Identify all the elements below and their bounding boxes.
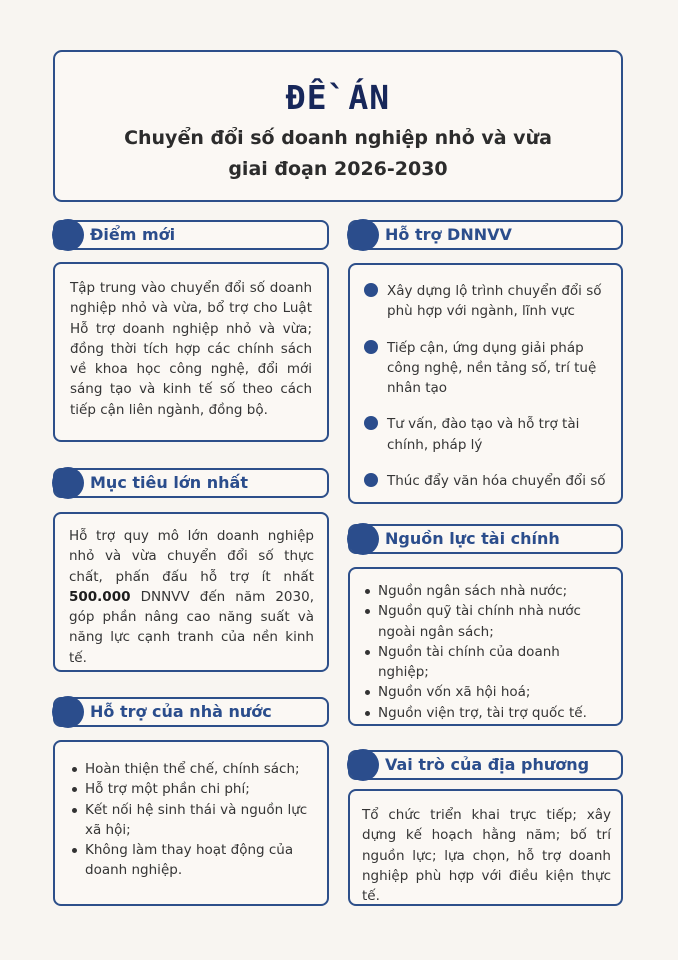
list-item-text: Thúc đẩy văn hóa chuyển đổi số	[387, 473, 606, 490]
section-heading-diem-moi	[53, 220, 329, 250]
section-body-muc-tieu	[53, 512, 329, 672]
blue-dot-icon	[364, 416, 378, 430]
bullet-list	[364, 581, 611, 723]
document-subtitle	[55, 123, 621, 185]
blue-dot-icon	[364, 283, 378, 297]
bullet-list	[71, 759, 315, 881]
section-text	[69, 526, 314, 668]
section-body-ho-tro-dnnvv	[348, 263, 623, 504]
blue-dot-icon	[364, 473, 378, 487]
list-item: Không làm thay hoạt động của doanh nghiệp.	[71, 840, 315, 881]
subtitle-line-2: giai đoạn 2026-2030	[228, 158, 448, 180]
section-body-ho-tro-nha-nuoc	[53, 740, 329, 906]
circle-bullet-icon	[347, 749, 379, 781]
list-item: Nguồn viện trợ, tài trợ quốc tế.	[364, 703, 611, 723]
list-item: Hoàn thiện thể chế, chính sách;	[71, 759, 315, 779]
circle-bullet-icon	[347, 219, 379, 251]
dot-list	[364, 281, 609, 491]
section-heading-label: Mục tiêu lớn nhất	[90, 473, 248, 492]
section-heading-label: Hỗ trợ DNNVV	[385, 225, 512, 244]
section-heading-nguon-luc	[348, 524, 623, 554]
section-text: Tập trung vào chuyển đổi số doanh nghiệp nhỏ và vừa, bổ trợ cho Luật Hỗ trợ doanh nghiệp nhỏ và vừa; đồng thời tích hợp các chính sách về khoa học công nghệ, đổi mới sáng tạo và kinh tế số theo cách tiếp cận liên ngành, đồng bộ.	[70, 280, 312, 418]
section-heading-label: Hỗ trợ của nhà nước	[90, 702, 272, 721]
section-heading-muc-tieu	[53, 468, 329, 498]
blue-dot-icon	[364, 340, 378, 354]
list-item	[364, 471, 609, 491]
section-body-vai-tro	[348, 789, 623, 906]
list-item	[364, 281, 609, 322]
section-text: Tổ chức triển khai trực tiếp; xây dựng kế hoạch hằng năm; bố trí nguồn lực; lựa chọn, hỗ trợ doanh nghiệp phù hợp với điều kiện thực tế.	[362, 807, 611, 905]
section-heading-ho-tro-nha-nuoc	[53, 697, 329, 727]
circle-bullet-icon	[347, 523, 379, 555]
list-item: Hỗ trợ một phần chi phí;	[71, 779, 315, 799]
list-item: Kết nối hệ sinh thái và nguồn lực xã hội;	[71, 800, 315, 841]
list-item: Nguồn vốn xã hội hoá;	[364, 682, 611, 702]
text-part: Hỗ trợ quy mô lớn doanh nghiệp nhỏ và vừa chuyển đổi số thực chất, phấn đấu hỗ trợ ít nhất	[69, 528, 314, 585]
section-heading-vai-tro	[348, 750, 623, 780]
list-item: Nguồn quỹ tài chính nhà nước ngoài ngân sách;	[364, 601, 611, 642]
section-heading-label: Vai trò của địa phương	[385, 755, 590, 774]
list-item	[364, 414, 609, 455]
list-item-text: Xây dựng lộ trình chuyển đổi số phù hợp với ngành, lĩnh vực	[387, 283, 602, 320]
circle-bullet-icon	[52, 219, 84, 251]
list-item	[364, 338, 609, 399]
subtitle-line-1: Chuyển đổi số doanh nghiệp nhỏ và vừa	[124, 127, 552, 149]
section-heading-ho-tro-dnnvv	[348, 220, 623, 250]
list-item: Nguồn tài chính của doanh nghiệp;	[364, 642, 611, 683]
text-part: DNNVV đến năm 2030, góp phần nâng cao năng suất và năng lực cạnh tranh của nền kinh tế.	[69, 588, 314, 666]
title-box	[53, 50, 623, 202]
section-heading-label: Điểm mới	[90, 225, 176, 244]
list-item-text: Tư vấn, đào tạo và hỗ trợ tài chính, pháp lý	[387, 416, 580, 453]
section-body-diem-moi	[53, 262, 329, 442]
section-body-nguon-luc	[348, 567, 623, 726]
document-title: ĐỀ ÁN	[285, 78, 391, 117]
list-item: Nguồn ngân sách nhà nước;	[364, 581, 611, 601]
section-heading-label: Nguồn lực tài chính	[385, 529, 560, 548]
list-item-text: Tiếp cận, ứng dụng giải pháp công nghệ, nền tảng số, trí tuệ nhân tạo	[387, 339, 597, 397]
highlight-number: 500.000	[69, 588, 131, 605]
circle-bullet-icon	[52, 696, 84, 728]
circle-bullet-icon	[52, 467, 84, 499]
